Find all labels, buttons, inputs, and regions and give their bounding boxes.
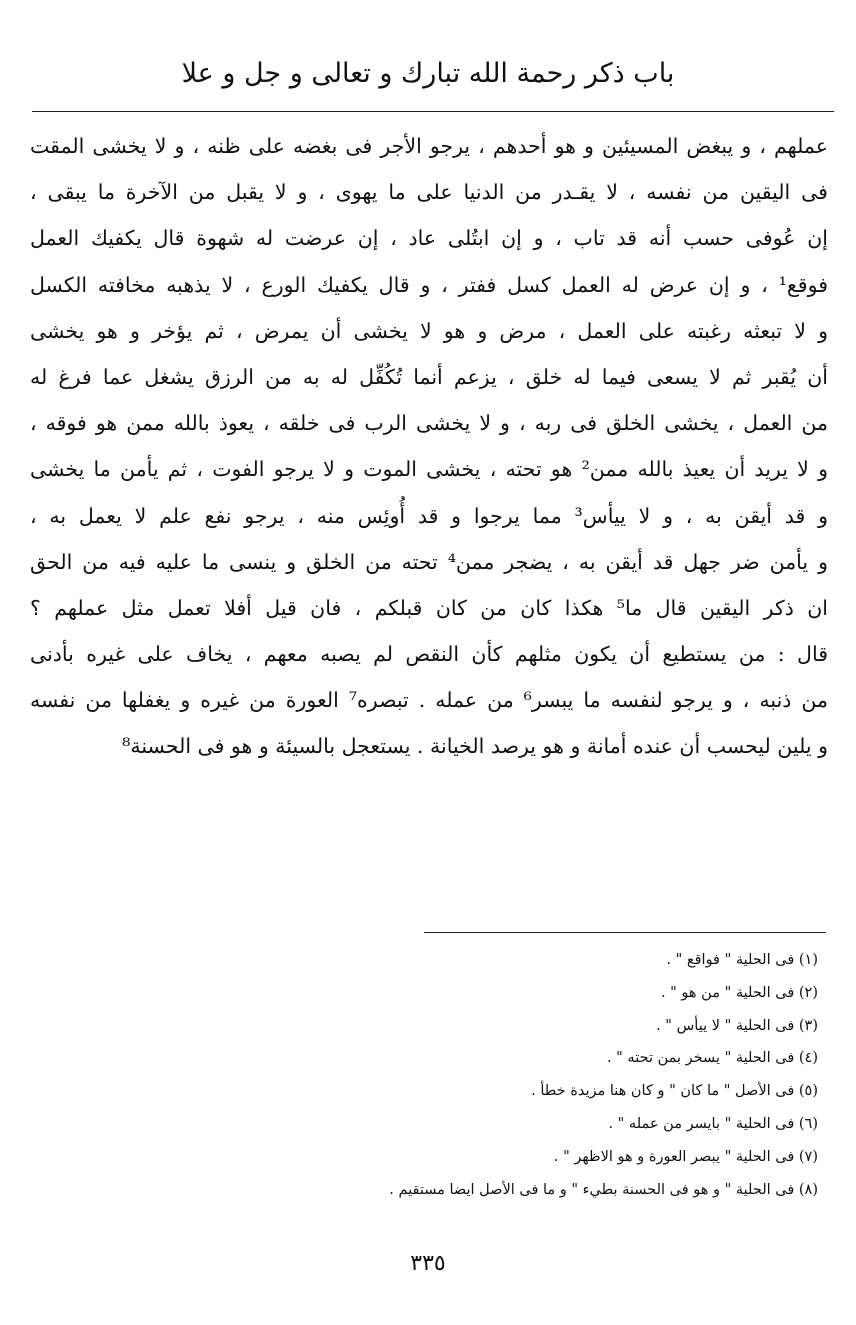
footnote: (٨) فى الحلية " و هو فى الحسنة بطيء " و ما فى الأصل ايضا مستقيم .	[389, 1181, 818, 1198]
header-rule	[32, 111, 834, 112]
body-line: قال : من يستطيع أن يكون مثلهم كأن النقص لم يصبه معهم ، يخاف على غيره بأدنى	[30, 642, 828, 667]
footnote: (١) فى الحلية " فواقع " .	[666, 952, 818, 968]
footnote: (٢) فى الحلية " من هو " .	[660, 984, 818, 1001]
body-line: إن عُوفى حسب أنه قد تاب ، و إن ابتُلى عاد ، إن عرضت له شهوة قال يكفيك العمل	[30, 226, 828, 251]
body-line: و يلين ليحسب أن عنده أمانة و هو يرصد الخيانة . يستعجل بالسيئة و هو فى الحسنة⁸	[122, 734, 828, 759]
footnote: (٦) فى الحلية " بايسر من عمله " .	[608, 1115, 818, 1132]
body-line: أن يُقبر ثم لا يسعى فيما له خلق ، يزعم أنما تُكُفِّل له به من الرزق يشغل عما فرغ له	[30, 364, 828, 389]
body-line: عملهم ، و يبغض المسيئين و هو أحدهم ، يرجو الأجر فى بغضه على ظنه ، و لا يخشى المقت	[30, 134, 828, 158]
body-line: ان ذكر اليقين قال ما⁵ هكذا كان من كان قبلكم ، فان قيل أفلا تعمل مثل عملهم ؟	[30, 595, 828, 620]
footnote-rule	[424, 932, 826, 933]
body-line: فوقع¹ ، و إن عرض له العمل كسل ففتر ، و قال يكفيك الورع ، لا يذهبه مخافته الكسل	[30, 272, 828, 297]
body-line: فى اليقين من نفسه ، لا يقـدر من الدنيا على ما يهوى ، و لا يقبل من الآخرة ما يبقى ،	[30, 180, 828, 205]
footnote: (٤) فى الحلية " يسخر بمن تحته " .	[606, 1050, 818, 1067]
body-line: و لا يريد أن يعيذ بالله ممن² هو تحته ، يخشى الموت و لا يرجو الفوت ، ثم يأمن ما يخشى	[30, 457, 828, 482]
page-number: ٣٣٥	[410, 1251, 446, 1276]
body-line: و يأمن ضر جهل قد أيقن به ، يضجر ممن⁴ تحته من الخلق و ينسى ما عليه فيه من الحق	[30, 549, 828, 574]
running-header: باب ذكر رحمة الله تبارك و تعالى و جل و علا	[181, 58, 675, 89]
footnote: (٣) فى الحلية " لا ييأس " .	[656, 1017, 818, 1034]
footnote: (٥) فى الأصل " ما كان " و كان هنا مزيدة خطأ .	[531, 1083, 818, 1100]
body-line: من العمل ، يخشى الخلق فى ربه ، و لا يخشى الرب فى خلقه ، يعوذ بالله ممن هو فوقه ،	[30, 411, 828, 436]
body-line: و قد أيقن به ، و لا ييأس³ مما يرجوا و قد أُوئِس منه ، يرجو نفع علم لا يعمل به ،	[30, 503, 828, 528]
footnote: (٧) فى الحلية " يبصر العورة و هو الاظهر " .	[553, 1148, 818, 1165]
body-line: و لا تبعثه رغبته على العمل ، مرض و هو لا يخشى أن يمرض ، ثم يؤخر و هو يخشى	[30, 318, 828, 343]
footnotes	[40, 944, 818, 1206]
body-line: من ذنبه ، و يرجو لنفسه ما يبسر⁶ من عمله . تبصره⁷ العورة من غيره و يغفلها من نفسه	[30, 688, 828, 713]
body-text	[30, 123, 828, 770]
